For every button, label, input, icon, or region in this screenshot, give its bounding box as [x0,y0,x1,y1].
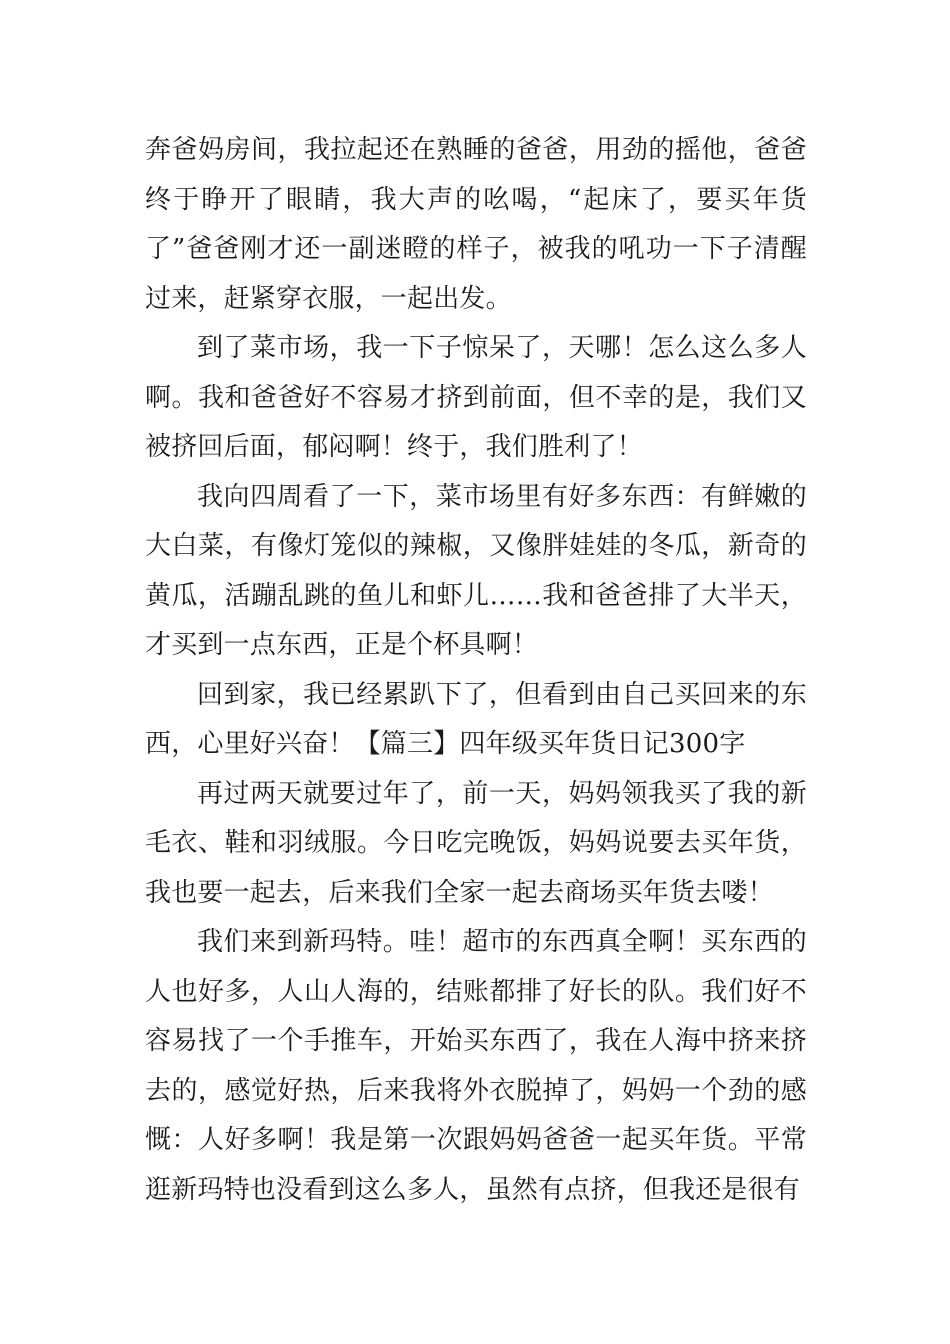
paragraph-3: 我向四周看了一下，菜市场里有好多东西：有鲜嫩的大白菜，有像灯笼似的辣椒，又像胖娃娃的冬瓜，新奇的黄瓜，活蹦乱跳的鱼儿和虾儿……我和爸爸排了大半天，才买到一点东西，正是个杯具啊！ [145,481,807,660]
paragraph-5: 再过两天就要过年了，前一天，妈妈领我买了我的新毛衣、鞋和羽绒服。今日吃完晚饭，妈妈说要去买年货，我也要一起去，后来我们全家一起去商场买年货去喽！ [145,778,807,908]
paragraph-2: 到了菜市场，我一下子惊呆了，天哪！怎么这么多人啊。我和爸爸好不容易才挤到前面，但不幸的是，我们又被挤回后面，郁闷啊！终于，我们胜利了！ [145,333,807,462]
document-body [145,126,807,1215]
paragraph-6: 我们来到新玛特。哇！超市的东西真全啊！买东西的人也好多，人山人海的，结账都排了好长的队。我们好不容易找了一个手推车，开始买东西了，我在人海中挤来挤去的，感觉好热，后来我将外衣脱掉了，妈妈一个劲的感慨：人好多啊！我是第一次跟妈妈爸爸一起买年货。平常逛新玛特也没看到这么多人，虽然有点挤，但我还是很有 [145,927,807,1205]
paragraph-1: 奔爸妈房间，我拉起还在熟睡的爸爸，用劲的摇他，爸爸终于睁开了眼睛，我大声的吆喝，“起床了，要买年货了”爸爸刚才还一副迷瞪的样子，被我的吼功一下子清醒过来，赶紧穿衣服，一起出发。 [145,135,807,314]
paragraph-4: 回到家，我已经累趴下了，但看到由自己买回来的东西，心里好兴奋！【篇三】四年级买年货日记300字 [145,679,807,759]
